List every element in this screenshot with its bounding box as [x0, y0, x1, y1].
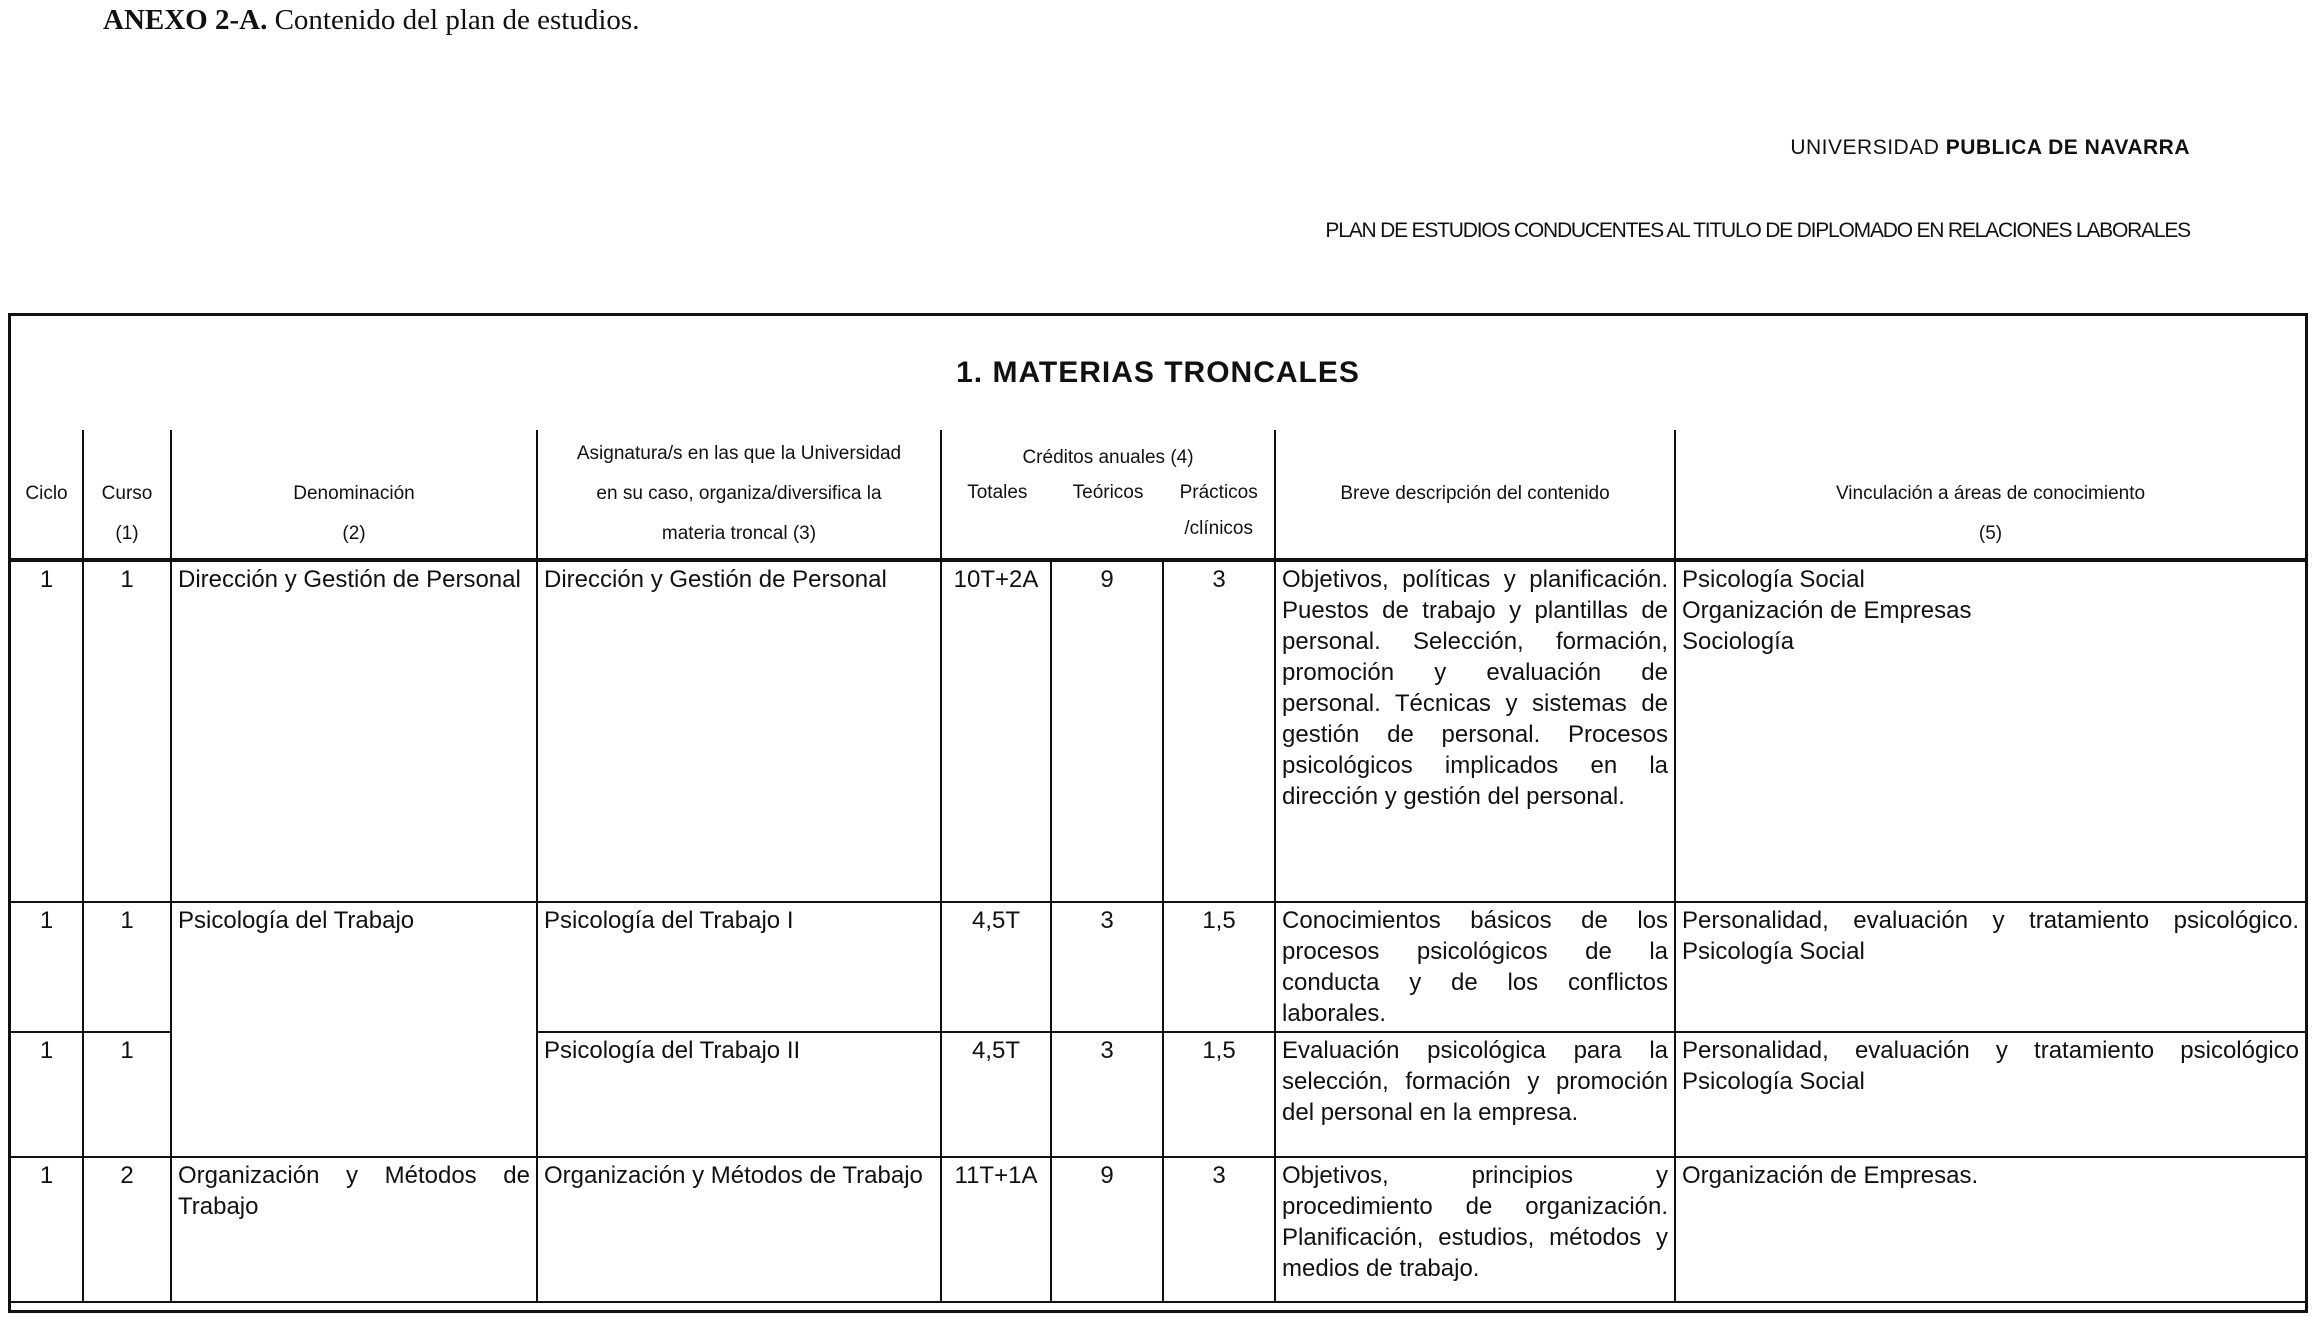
troncales-frame [8, 313, 2308, 1313]
university-proper-name: PUBLICA DE NAVARRA [1945, 136, 2190, 159]
cell-practicos: 3 [1163, 1157, 1275, 1302]
cell-vinculacion [1675, 1157, 2305, 1302]
cell-vinculacion [1675, 560, 2305, 902]
cell-teoricos: 9 [1051, 560, 1163, 902]
cell-denominacion: Organización y Métodos de Trabajo [171, 1157, 537, 1302]
cell-asignatura: Dirección y Gestión de Personal [537, 560, 941, 902]
area-item: Sociología [1682, 628, 1795, 655]
header-vinculacion: Vinculación a áreas de conocimiento (5) [1675, 430, 2305, 560]
cell-practicos: 3 [1163, 560, 1275, 902]
area-item: Personalidad, evaluación y tratamiento psicológico. [1682, 907, 2300, 934]
cell-totales: 10T+2A [941, 560, 1051, 902]
cell-denominacion: Dirección y Gestión de Personal [171, 560, 537, 902]
university-name [1790, 136, 2190, 160]
annex-text: Contenido del plan de estudios. [274, 4, 640, 36]
area-item: Psicología Social [1682, 938, 1865, 965]
header-creditos [941, 430, 1275, 560]
area-item: Personalidad, evaluación y tratamiento psicológico [1682, 1037, 2300, 1064]
cell-curso: 2 [83, 1157, 171, 1302]
cell-ciclo: 1 [11, 902, 83, 1032]
header-denominacion: Denominación (2) [171, 430, 537, 560]
header-practicos: Prácticos [1179, 482, 1258, 503]
cell-ciclo: 1 [11, 1032, 83, 1157]
cell-denominacion: Psicología del Trabajo [171, 902, 537, 1157]
annex-heading [103, 4, 639, 37]
plan-title: PLAN DE ESTUDIOS CONDUCENTES AL TITULO DE DIPLOMADO EN RELACIONES LABORALES [1325, 219, 2190, 242]
cell-asignatura: Psicología del Trabajo I [537, 902, 941, 1032]
table-row [11, 1157, 2305, 1302]
cell-practicos: 1,5 [1163, 1032, 1275, 1157]
table-row [11, 560, 2305, 902]
header-practicos-clinicos: /clínicos [1184, 518, 1253, 539]
cell-vinculacion [1675, 1032, 2305, 1157]
cell-asignatura: Psicología del Trabajo II [537, 1032, 941, 1157]
university-prefix: UNIVERSIDAD [1790, 136, 1940, 159]
cell-curso: 1 [83, 560, 171, 902]
cell-teoricos: 3 [1051, 902, 1163, 1032]
cell-curso: 1 [83, 902, 171, 1032]
cell-vinculacion [1675, 902, 2305, 1032]
cell-teoricos: 3 [1051, 1032, 1163, 1157]
cell-totales: 4,5T [941, 1032, 1051, 1157]
header-creditos-title: Créditos anuales (4) [1022, 447, 1194, 468]
area-item: Psicología Social [1682, 566, 1865, 593]
header-teoricos: Teóricos [1072, 482, 1144, 503]
cell-totales: 11T+1A [941, 1157, 1051, 1302]
cell-descripcion: Objetivos, principios y procedimiento de organización. Planificación, estudios, métodos y medios de trabajo. [1275, 1157, 1675, 1302]
cell-curso: 1 [83, 1032, 171, 1157]
cell-practicos: 1,5 [1163, 902, 1275, 1032]
section-title: 1. MATERIAS TRONCALES [956, 356, 1360, 389]
cell-descripcion: Objetivos, políticas y planificación. Puestos de trabajo y plantillas de personal. Selección, formación, promoción y evaluación de personal. Técnicas y sistemas de gestión de personal. Procesos psicológicos implicados en la dirección y gestión del personal. [1275, 560, 1675, 902]
cell-ciclo: 1 [11, 1157, 83, 1302]
table-row [11, 902, 2305, 1032]
header-ciclo: Ciclo [11, 430, 83, 560]
area-item: Organización de Empresas [1682, 597, 1972, 624]
header-curso: Curso (1) [83, 430, 171, 560]
cell-totales: 4,5T [941, 902, 1051, 1032]
cell-asignatura: Organización y Métodos de Trabajo [537, 1157, 941, 1302]
header-descripcion: Breve descripción del contenido [1275, 430, 1675, 560]
cell-descripcion: Evaluación psicológica para la selección, formación y promoción del personal en la empresa. [1275, 1032, 1675, 1157]
annex-label: ANEXO 2-A. [103, 4, 268, 36]
cell-teoricos: 9 [1051, 1157, 1163, 1302]
cell-descripcion: Conocimientos básicos de los procesos psicológicos de la conducta y de los conflictos laborales. [1275, 902, 1675, 1032]
header-totales: Totales [967, 482, 1028, 503]
header-asignatura: Asignatura/s en las que la Universidad en su caso, organiza/diversifica la materia troncal (3) [537, 430, 941, 560]
header-row [11, 430, 2305, 560]
cell-ciclo: 1 [11, 560, 83, 902]
area-item: Psicología Social [1682, 1068, 1865, 1095]
subjects-table [11, 430, 2305, 1303]
area-item: Organización de Empresas. [1682, 1162, 1979, 1189]
